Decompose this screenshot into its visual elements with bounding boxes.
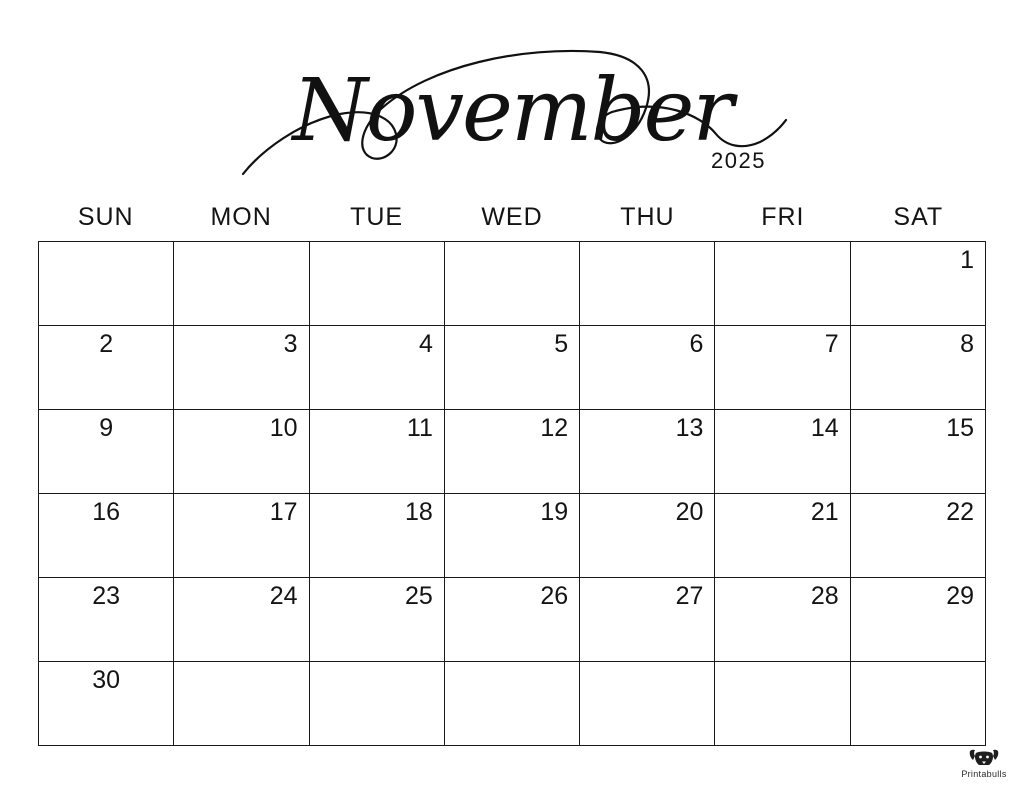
- brand-name: Printabulls: [961, 769, 1007, 779]
- day-number: 10: [269, 414, 298, 442]
- year-label: 2025: [711, 148, 766, 173]
- day-number: 23: [92, 582, 121, 610]
- day-cell[interactable]: [580, 242, 715, 326]
- bull-head-icon: [967, 748, 1001, 768]
- weekday-header-thu: THU: [620, 203, 675, 231]
- day-cell[interactable]: [445, 578, 580, 662]
- day-cell[interactable]: [580, 326, 715, 410]
- day-cell[interactable]: [39, 410, 174, 494]
- day-cell[interactable]: [715, 578, 850, 662]
- weekday-header-wed: WED: [481, 203, 543, 231]
- day-number: 30: [92, 666, 121, 694]
- day-cell[interactable]: [445, 326, 580, 410]
- day-cell[interactable]: [445, 410, 580, 494]
- day-number: 17: [269, 498, 298, 526]
- day-cell[interactable]: [310, 578, 445, 662]
- day-number: 21: [810, 498, 839, 526]
- day-number: 19: [540, 498, 569, 526]
- day-cell[interactable]: [310, 494, 445, 578]
- day-cell[interactable]: [851, 326, 986, 410]
- day-cell[interactable]: [310, 242, 445, 326]
- day-cell[interactable]: [715, 494, 850, 578]
- day-number: 16: [92, 498, 121, 526]
- weekday-header-fri: FRI: [761, 203, 805, 231]
- day-cell[interactable]: [39, 578, 174, 662]
- day-cell[interactable]: [580, 494, 715, 578]
- day-cell[interactable]: [39, 662, 174, 746]
- brand-logo: [953, 748, 1015, 779]
- day-cell[interactable]: [445, 494, 580, 578]
- month-name: November: [292, 61, 732, 161]
- day-cell[interactable]: [445, 242, 580, 326]
- day-cell[interactable]: [580, 410, 715, 494]
- day-cell[interactable]: [174, 326, 309, 410]
- day-number: 3: [283, 330, 298, 358]
- day-cell[interactable]: [445, 662, 580, 746]
- month-script-art: [0, 22, 1024, 182]
- day-cell[interactable]: [715, 410, 850, 494]
- day-number: 20: [675, 498, 704, 526]
- weekday-header-sat: SAT: [893, 203, 944, 231]
- day-cell[interactable]: [580, 662, 715, 746]
- day-cell[interactable]: [310, 662, 445, 746]
- weekday-header-tue: TUE: [350, 203, 404, 231]
- day-cell[interactable]: [174, 662, 309, 746]
- day-cell[interactable]: [715, 662, 850, 746]
- day-cell[interactable]: [39, 242, 174, 326]
- day-number: 18: [405, 498, 433, 526]
- day-number: 12: [540, 414, 569, 442]
- weekday-header-sun: SUN: [77, 203, 134, 231]
- day-cell[interactable]: [310, 326, 445, 410]
- day-number: 11: [406, 414, 433, 442]
- day-cell[interactable]: [715, 242, 850, 326]
- day-number: 22: [946, 498, 974, 526]
- day-cell[interactable]: [174, 578, 309, 662]
- day-number: 5: [554, 330, 569, 358]
- day-number: 27: [675, 582, 704, 610]
- day-cell[interactable]: [174, 410, 309, 494]
- day-number: 13: [675, 414, 704, 442]
- day-cell[interactable]: [39, 326, 174, 410]
- day-number: 28: [810, 582, 839, 610]
- day-cell[interactable]: [580, 578, 715, 662]
- day-number: 25: [405, 582, 433, 610]
- day-cell[interactable]: [39, 494, 174, 578]
- day-number: 4: [418, 330, 433, 358]
- day-number: 24: [269, 582, 298, 610]
- day-number: 26: [540, 582, 569, 610]
- calendar-title: [0, 22, 1024, 172]
- calendar-grid: [38, 241, 986, 746]
- day-cell[interactable]: [851, 494, 986, 578]
- day-number: 1: [960, 246, 974, 274]
- day-number: 2: [99, 330, 114, 358]
- day-number: 8: [960, 330, 974, 358]
- day-cell[interactable]: [851, 410, 986, 494]
- day-cell[interactable]: [851, 578, 986, 662]
- day-cell[interactable]: [851, 662, 986, 746]
- day-number: 9: [99, 414, 114, 442]
- day-number: 6: [689, 330, 704, 358]
- day-cell[interactable]: [715, 326, 850, 410]
- day-cell[interactable]: [851, 242, 986, 326]
- day-number: 7: [824, 330, 839, 358]
- day-number: 14: [810, 414, 839, 442]
- weekday-header-mon: MON: [210, 203, 272, 231]
- day-number: 15: [946, 414, 974, 442]
- day-cell[interactable]: [174, 494, 309, 578]
- day-cell[interactable]: [310, 410, 445, 494]
- day-number: 29: [946, 582, 974, 610]
- weekday-header-row: [38, 203, 986, 232]
- day-cell[interactable]: [174, 242, 309, 326]
